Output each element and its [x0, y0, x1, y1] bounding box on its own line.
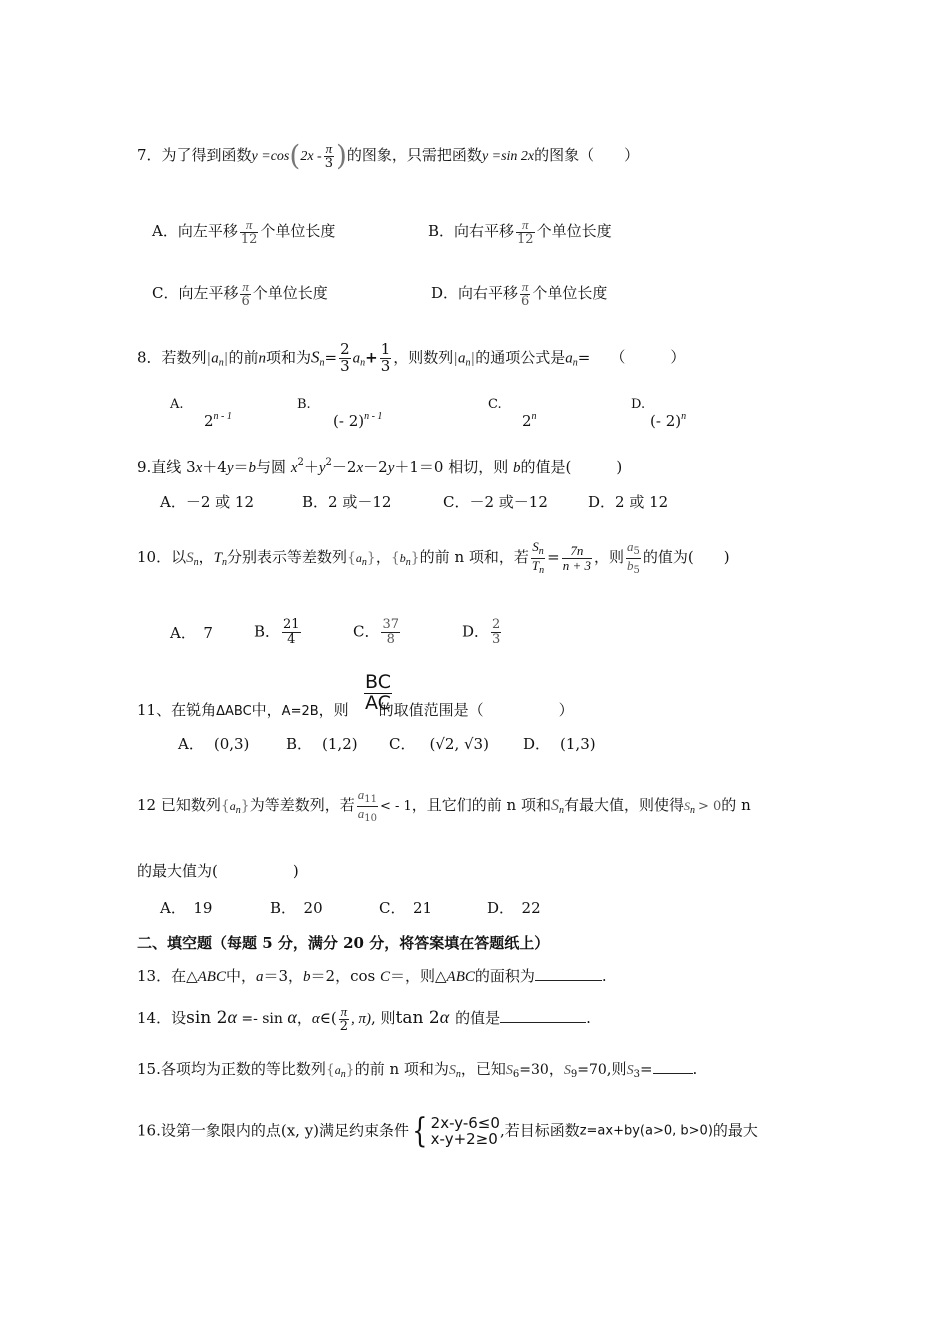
q10-stem: 10．以$S_n$，$T_n$分别表示等差数列$\{a_n\}$，$\{b_n\}$的前 n 项和，若 $\frac{S_n}{T_n}$ = $\frac{7n}{n + 3}$ ，则 $\frac{a_5}{b_5}$ 的值为( ): [137, 539, 730, 576]
q11-option-a[interactable]: A． (0,3): [178, 735, 250, 753]
q12-option-a[interactable]: A． 19: [160, 899, 213, 917]
q7-option-b[interactable]: B．向右平移 $\frac{\pi}{12}$ 个单位长度: [428, 217, 612, 247]
q8-option-b-value: (- 2)$^{n - 1}$: [333, 411, 383, 430]
q10-option-b[interactable]: B． $\frac{21}{4}$: [254, 617, 300, 647]
q8-option-a-value: 2$^{n - 1}$: [204, 411, 232, 430]
q7-option-a[interactable]: A．向左平移 $\frac{\pi}{12}$ 个单位长度: [152, 217, 336, 247]
q16-stem: 16.设第一象限内的点(x, y)满足约束条件{ 2x-y-6≤0 x-y+2≥0 ,若目标函数z=ax+by(a>0, b>0)的最大: [137, 1111, 758, 1151]
q7-func1: y =cos: [251, 149, 290, 165]
q15-answer-blank[interactable]: [653, 1073, 693, 1074]
q11-option-b[interactable]: B． (1,2): [286, 735, 358, 753]
q7-option-d[interactable]: D．向右平移 $\frac{\pi}{6}$ 个单位长度: [431, 279, 608, 309]
section-2-heading: 二、填空题（每题 5 分，满分 20 分，将答案填在答题纸上）: [137, 934, 550, 952]
q8-option-c[interactable]: C.: [488, 397, 502, 412]
q15-stem: 15.各项均为正数的等比数列$\{a_n\}$的前 n 项和为$S_n$，已知$S_6=30$，$S_9=70$,则$S_3=$ .: [137, 1060, 698, 1080]
q7-pi-over-3: $\frac{\pi}{3}$: [324, 141, 333, 171]
q12-stem-line2: 的最大值为( ): [137, 862, 299, 880]
q13-answer-blank[interactable]: [535, 980, 602, 981]
q8-stem: 8．若数列$|a_n|$的前n项和为$S_n=$ $\frac{2}{3}$ $a_n+$ $\frac{1}{3}$ ，则数列$|a_n|$的通项公式是$a_n=$ （ ）: [137, 340, 686, 375]
q11-stem: 11、在锐角ΔABC中，A=2B，则 的取值范围是（ ）: [137, 701, 574, 719]
q8-option-d-value: (- 2)$^n$: [650, 411, 687, 430]
q7-func2: y =sin 2x: [481, 149, 535, 165]
q10-option-d[interactable]: D． $\frac{2}{3}$: [462, 617, 501, 647]
q11-bc-over-ac: BC AC: [365, 671, 391, 714]
q12-option-d[interactable]: D． 22: [487, 899, 541, 917]
q9-option-b[interactable]: B．2 或－12: [302, 493, 392, 511]
q8-option-a[interactable]: A.: [170, 397, 184, 412]
q16-constraint-system: 2x-y-6≤0 x-y+2≥0: [430, 1113, 500, 1148]
q14-stem: 14．设sin 2α =- sin α，α∈( $\frac{\pi}{2}$ , π), 则tan 2α 的值是 .: [137, 1004, 591, 1034]
q8-option-d[interactable]: D.: [631, 397, 646, 412]
q13-stem: 13．在△ABC中，a＝3，b＝2，cos C＝，则△ABC的面积为 .: [137, 967, 607, 985]
q7-stem: 7．为了得到函数y =cos(2x - $\frac{\pi}{3}$ )的图象，只需把函数y =sin 2x的图象（ ）: [137, 139, 640, 173]
q14-answer-blank[interactable]: [500, 1022, 586, 1023]
q10-option-c[interactable]: C． $\frac{37}{8}$: [353, 617, 400, 647]
q8-option-c-value: 2$^n$: [522, 411, 537, 430]
q11-option-c[interactable]: C． (√2, √3): [389, 735, 489, 753]
q12-stem: 12 已知数列$\{a_n\}$为等差数列，若 $\frac{a_{11}}{a_{10}}$ < - 1，且它们的前 n 项和$S_n$有最大值，则使得$S_n > 0$的 n: [137, 787, 751, 824]
q9-option-a[interactable]: A．－2 或 12: [160, 493, 254, 511]
q11-option-d[interactable]: D． (1,3): [523, 735, 596, 753]
q8-option-b[interactable]: B.: [297, 397, 311, 412]
q12-option-c[interactable]: C． 21: [379, 899, 433, 917]
q12-option-b[interactable]: B． 20: [270, 899, 323, 917]
q7-option-c[interactable]: C．向左平移 $\frac{\pi}{6}$ 个单位长度: [152, 279, 328, 309]
q9-option-c[interactable]: C．－2 或－12: [443, 493, 548, 511]
q16-system-brace: {: [412, 1111, 428, 1151]
q9-option-d[interactable]: D．2 或 12: [588, 493, 669, 511]
q10-option-a[interactable]: A． 7: [170, 624, 213, 642]
q9-stem: 9.直线 3x＋4y＝b与圆 $x^2+y^2-2x-2y+1=0$ 相切，则 b的值是( ): [137, 457, 623, 476]
